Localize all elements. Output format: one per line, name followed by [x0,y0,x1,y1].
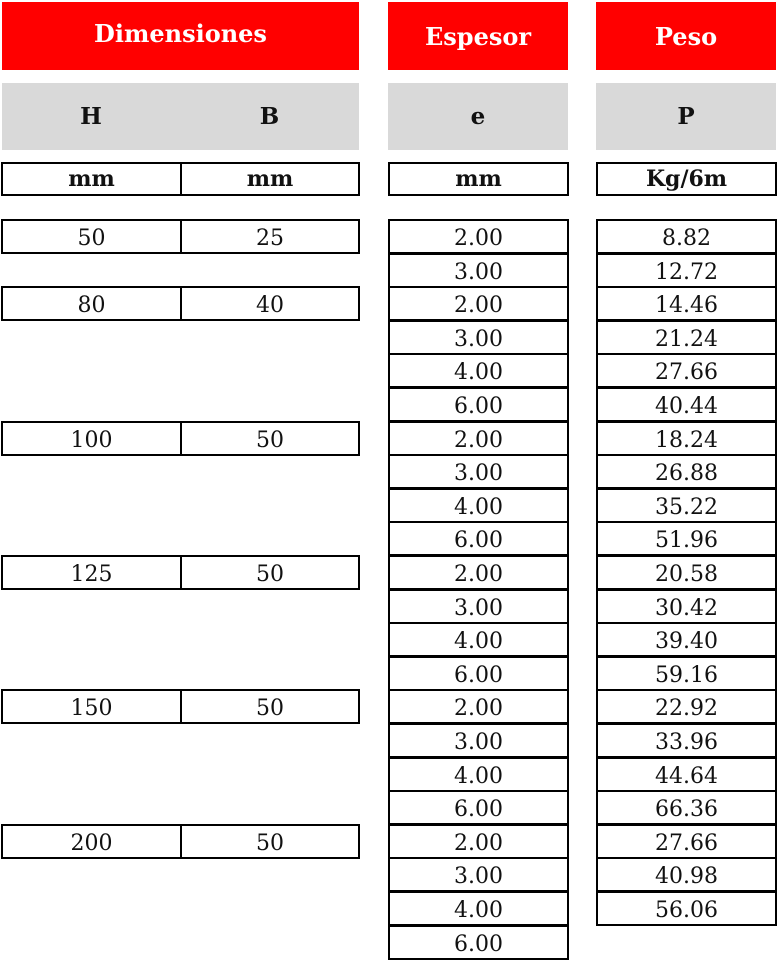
dimension-h-value: 50 [77,226,106,251]
dimension-b-value: 50 [256,427,284,453]
subheader-e [388,83,568,150]
espesor-cell [388,689,569,724]
peso-cell [596,421,777,456]
espesor-cell [388,622,569,657]
unit-e: mm [388,162,569,196]
dimension-b-value: 50 [256,830,284,856]
dimension-h-cell [1,824,182,859]
dimension-b-value: 50 [256,562,284,587]
espesor-value: 6.00 [454,662,503,688]
dimension-b-cell [180,219,360,254]
peso-value: 14.46 [655,293,718,319]
espesor-cell [388,286,569,321]
peso-value: 30.42 [655,595,718,621]
peso-value: 21.24 [655,326,718,352]
header-espesor [388,2,568,70]
espesor-cell [388,723,569,758]
peso-cell [596,454,777,489]
peso-value: 27.66 [655,830,718,856]
peso-value: 22.92 [655,696,718,722]
peso-cell [596,824,777,859]
dimension-h-cell [1,421,182,456]
espesor-value: 3.00 [454,730,503,755]
espesor-value: 2.00 [454,293,503,319]
dimension-h-cell [1,555,182,590]
unit-h: mm [1,162,182,196]
espesor-value: 2.00 [454,830,503,856]
espesor-cell [388,521,569,556]
espesor-value: 4.00 [454,763,503,789]
peso-cell [596,857,777,892]
espesor-cell [388,790,569,825]
espesor-value: 6.00 [454,931,503,957]
espesor-value: 3.00 [454,595,503,621]
dimension-h-cell [1,219,182,254]
dimension-h-cell [1,689,182,724]
espesor-cell [388,219,569,254]
peso-cell [596,757,777,792]
peso-value: 40.44 [655,394,718,419]
espesor-cell [388,555,569,590]
espesor-value: 2.00 [454,427,503,453]
espesor-value: 2.00 [454,696,503,722]
peso-value: 66.36 [655,797,718,823]
peso-value: 39.40 [655,629,718,655]
peso-cell [596,723,777,758]
peso-cell [596,589,777,624]
peso-value: 20.58 [655,562,718,587]
subheader-p [596,83,776,150]
espesor-cell [388,421,569,456]
dimension-b-cell [180,824,360,859]
subheader-b: B [259,103,280,130]
espesor-value: 4.00 [454,360,503,386]
espesor-value: 3.00 [454,259,503,285]
peso-value: 35.22 [655,494,718,520]
espesor-cell [388,488,569,523]
peso-cell [596,891,777,926]
espesor-value: 4.00 [454,898,503,923]
peso-cell [596,790,777,825]
espesor-cell [388,925,569,960]
peso-cell [596,253,777,288]
subheader-p-label: P [677,103,695,130]
unit-p: Kg/6m [596,162,777,196]
subheader-dimensiones [2,83,359,150]
peso-cell [596,521,777,556]
dimension-b-cell [180,555,360,590]
dimension-h-value: 100 [70,427,113,453]
unit-b: mm [180,162,360,196]
peso-value: 26.88 [655,461,718,487]
dimension-h-value: 200 [70,830,113,856]
espesor-cell [388,891,569,926]
header-peso [596,2,776,70]
espesor-cell [388,757,569,792]
peso-cell [596,320,777,355]
espesor-value: 4.00 [454,629,503,655]
espesor-cell [388,253,569,288]
espesor-cell [388,454,569,489]
header-dimensiones [2,2,359,70]
peso-cell [596,488,777,523]
dimension-h-value: 150 [70,696,113,722]
dimension-b-value: 40 [256,293,284,319]
peso-value: 56.06 [655,898,718,923]
espesor-cell [388,353,569,388]
dimension-b-value: 50 [256,696,284,722]
espesor-value: 6.00 [454,394,503,419]
espesor-cell [388,320,569,355]
peso-cell [596,286,777,321]
dimension-h-cell [1,286,182,321]
peso-value: 18.24 [655,427,718,453]
subheader-e-label: e [470,103,486,130]
subheader-h: H [80,103,102,130]
peso-value: 27.66 [655,360,718,386]
peso-cell [596,689,777,724]
espesor-cell [388,387,569,422]
espesor-value: 3.00 [454,864,503,890]
header-espesor-label: Espesor [424,21,532,51]
espesor-value: 3.00 [454,326,503,352]
espesor-cell [388,824,569,859]
peso-value: 40.98 [655,864,718,890]
peso-cell [596,219,777,254]
peso-cell [596,555,777,590]
peso-value: 44.64 [655,763,718,789]
espesor-cell [388,656,569,691]
peso-value: 59.16 [655,662,718,688]
espesor-value: 2.00 [454,562,503,587]
dimension-b-cell [180,689,360,724]
peso-value: 12.72 [655,259,718,285]
dimension-b-cell [180,286,360,321]
espesor-cell [388,857,569,892]
espesor-value: 3.00 [454,461,503,487]
espesor-value: 6.00 [454,797,503,823]
peso-value: 33.96 [655,730,718,755]
espesor-value: 6.00 [454,528,503,554]
peso-cell [596,353,777,388]
peso-cell [596,387,777,422]
peso-value: 51.96 [655,528,718,554]
peso-value: 8.82 [662,226,711,251]
peso-cell [596,656,777,691]
dimension-b-value: 25 [256,226,284,251]
espesor-value: 2.00 [454,226,503,251]
header-peso-label: Peso [654,21,718,51]
dimension-h-value: 80 [77,293,106,319]
espesor-value: 4.00 [454,494,503,520]
dimension-h-value: 125 [70,562,113,587]
header-dimensiones-label: Dimensiones [94,18,267,48]
peso-cell [596,622,777,657]
espesor-cell [388,589,569,624]
dimension-b-cell [180,421,360,456]
